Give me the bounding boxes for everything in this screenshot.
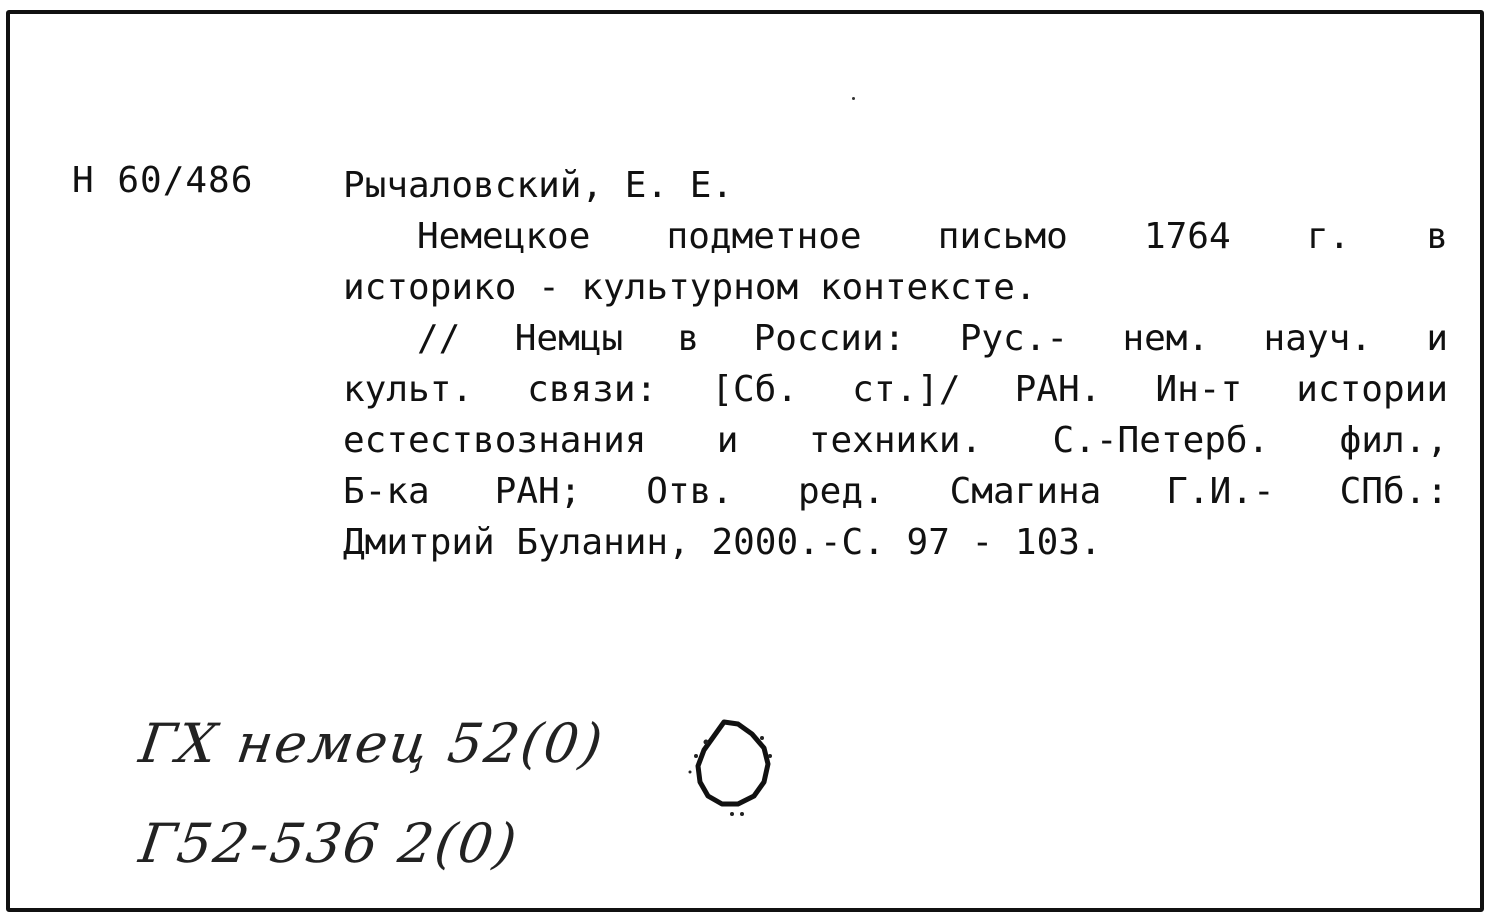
title-line-2: историко - культурном контексте. [343,267,1037,308]
source-line-1: // Немцы в России: Рус.- нем. науч. и [417,318,1448,359]
source-line-4: Б-ка РАН; Отв. ред. Смагина Г.И.- СПб.: [343,471,1448,512]
source-line-2: культ. связи: [Сб. ст.]/ РАН. Ин-т истории [343,369,1448,410]
source-line-3: естествознания и техники. С.-Петерб. фил., [343,420,1448,461]
shelfmark: Н 60/486 [72,160,254,201]
handwritten-note-2: Г52-536 2(0) [135,812,523,875]
author-line: Рычаловский, Е. Е. [343,165,734,206]
source-line-5: Дмитрий Буланин, 2000.-С. 97 - 103. [343,522,1102,563]
library-stamp [676,712,786,822]
speck [852,97,855,100]
bibliographic-entry [343,160,1448,568]
title-line-1: Немецкое подметное письмо 1764 г. в [417,216,1448,257]
handwritten-note-1: ГХ немец 52(0) [135,712,609,775]
